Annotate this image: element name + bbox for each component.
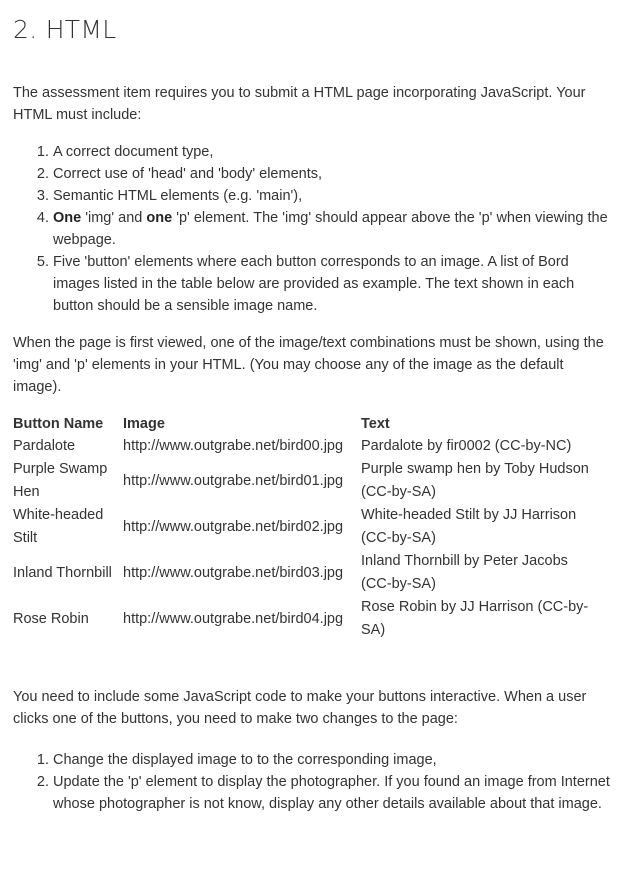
requirement-item: 3. Semantic HTML elements (e.g. 'main'), — [53, 185, 613, 207]
table-row — [13, 458, 603, 504]
table-header-row — [13, 413, 603, 435]
requirement-text: 'p' element. The 'img' should appear above the 'p' when viewing the webpage. — [53, 210, 608, 248]
column-header: Text — [361, 416, 390, 432]
changes-list — [13, 749, 613, 815]
requirement-item: 2. Correct use of 'head' and 'body' elements, — [53, 163, 613, 185]
text-cell: Purple swamp hen by Toby Hudson (CC-by-SA) — [361, 461, 589, 500]
table-row — [13, 504, 603, 550]
change-item: 2. Update the 'p' element to display the photographer. If you found an image from Internet whose photographer is not know, display any other details available about that image. — [53, 771, 613, 815]
image-url-cell: http://www.outgrabe.net/bird04.jpg — [123, 610, 344, 627]
text-cell: White-headed Stilt by JJ Harrison (CC-by-SA) — [361, 507, 577, 546]
image-url-cell: http://www.outgrabe.net/bird01.jpg — [123, 472, 344, 489]
text-cell: Pardalote by fir0002 (CC-by-NC) — [361, 438, 572, 454]
button-name-cell: Pardalote — [13, 438, 76, 454]
button-name-cell: White-headed Stilt — [13, 507, 104, 546]
button-name-cell: Purple Swamp Hen — [13, 461, 108, 500]
table-row — [13, 435, 603, 458]
table-row — [13, 596, 603, 642]
text-cell: Inland Thornbill by Peter Jacobs (CC-by-SA) — [361, 553, 568, 592]
image-url-cell: http://www.outgrabe.net/bird02.jpg — [123, 518, 344, 535]
requirement-item: 5. Five 'button' elements where each button corresponds to an image. A list of Bord images listed in the table below are provided as example. The text shown in each button should be a sensible image name. — [53, 251, 613, 317]
bird-images-table — [13, 413, 603, 642]
requirement-text: 'img' and — [81, 210, 147, 226]
change-item: 1. Change the displayed image to to the corresponding image, — [53, 749, 613, 771]
table-row — [13, 550, 603, 596]
column-header: Button Name — [13, 416, 104, 432]
emphasis-one: One — [53, 210, 82, 226]
javascript-paragraph: You need to include some JavaScript code to make your buttons interactive. When a user clicks one of the buttons, you need to make two changes to the page: — [13, 689, 587, 727]
first-view-paragraph: When the page is first viewed, one of the image/text combinations must be shown, using the 'img' and 'p' elements in your HTML. (You may choose any of the image as the default image). — [13, 335, 604, 395]
button-name-cell: Rose Robin — [13, 610, 89, 627]
column-header: Image — [123, 416, 165, 432]
image-url-cell: http://www.outgrabe.net/bird03.jpg — [123, 564, 344, 581]
intro-paragraph: The assessment item requires you to submit a HTML page incorporating JavaScript. Your HTML must include: — [13, 85, 586, 123]
page-title: 2. HTML — [13, 15, 117, 44]
requirement-item: 1. A correct document type, — [53, 141, 613, 163]
button-name-cell: Inland Thornbill — [13, 564, 112, 581]
text-cell: Rose Robin by JJ Harrison (CC-by-SA) — [361, 599, 589, 638]
emphasis-one: one — [146, 210, 173, 226]
requirement-item — [53, 207, 613, 251]
requirements-list — [13, 141, 613, 317]
image-url-cell: http://www.outgrabe.net/bird00.jpg — [123, 438, 344, 454]
